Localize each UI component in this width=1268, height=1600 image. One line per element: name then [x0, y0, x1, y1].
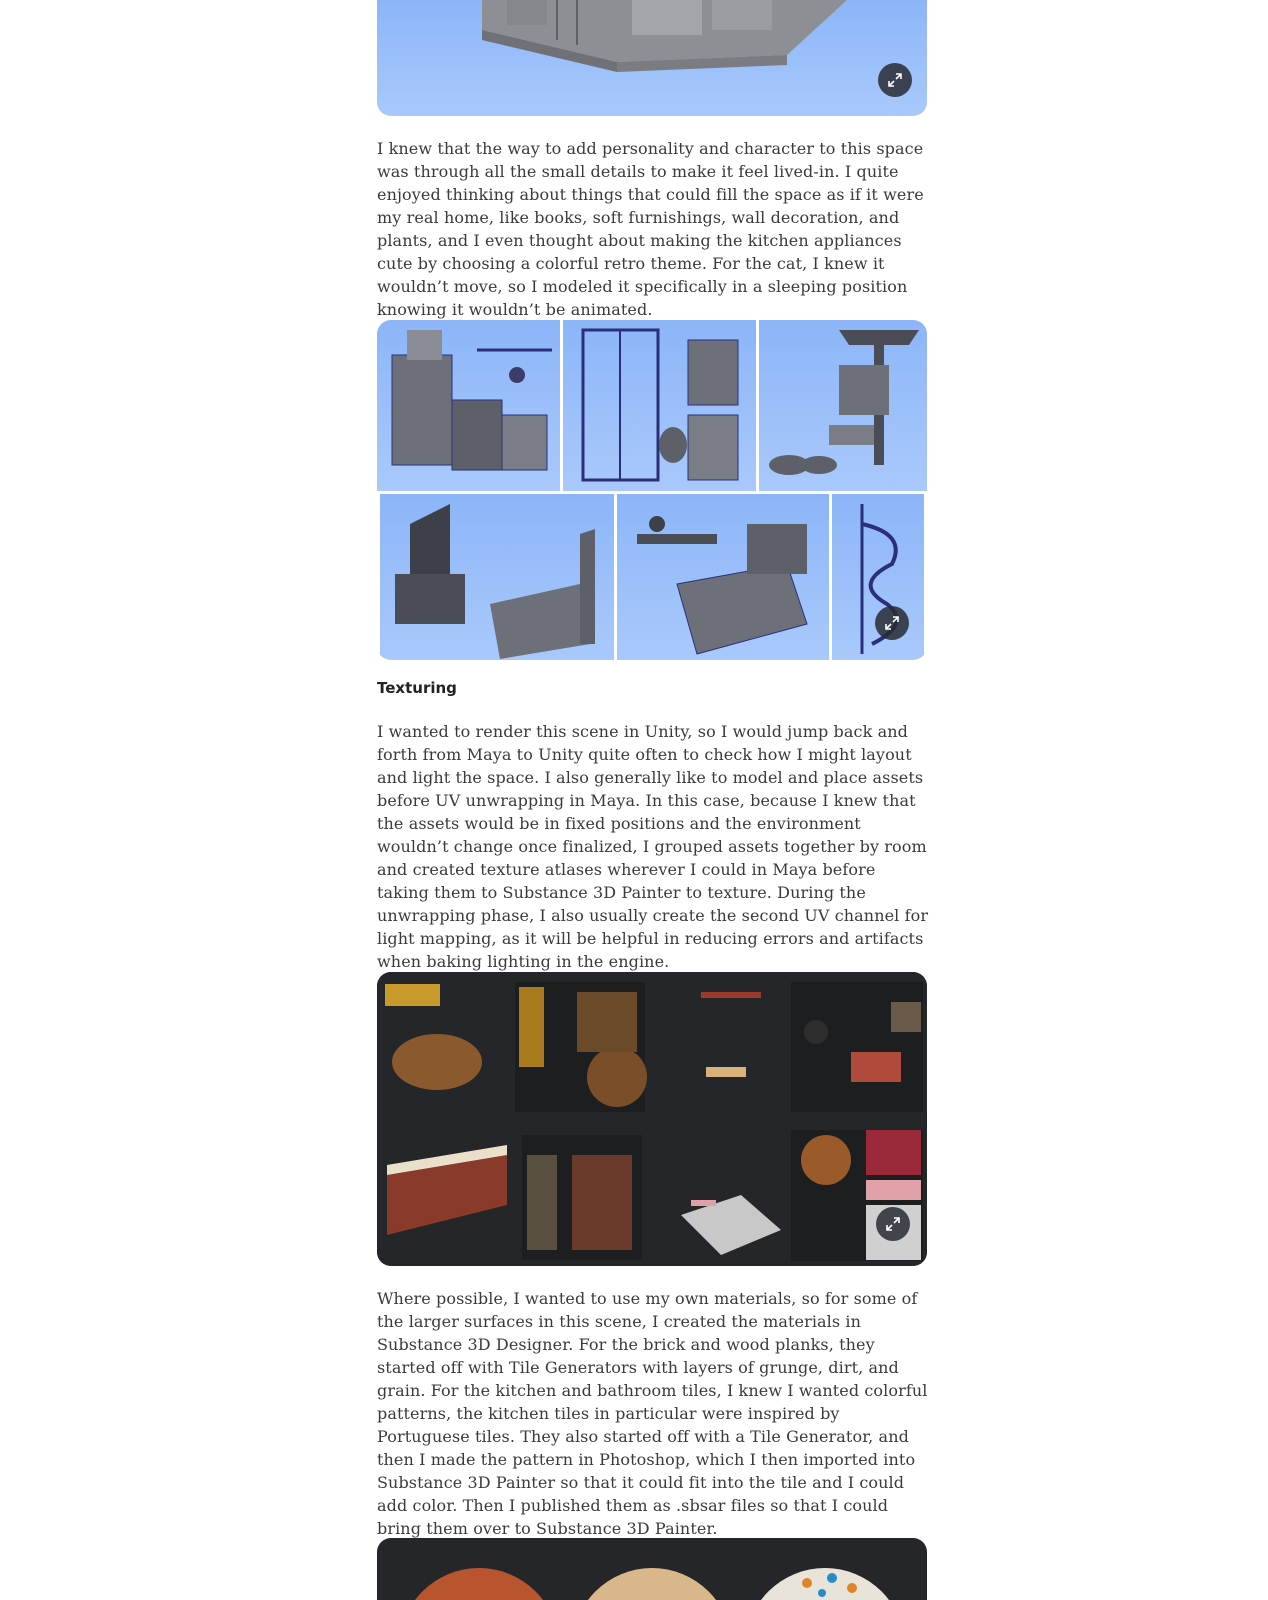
expand-icon: [884, 615, 900, 631]
atlas-tile-4: [651, 1125, 927, 1266]
atlas-tile-3: [377, 1125, 649, 1266]
expand-button[interactable]: [876, 1207, 910, 1241]
figure-room-model: [377, 0, 927, 116]
paragraph-materials: Where possible, I wanted to use my own materials, so for some of the larger surfaces in this scene, I created the materials in Substance 3D Designer. For the brick and wood planks, they started off with Tile Generators with layers of grunge, dirt, and grain. For the kitchen and bathroom tiles, I knew I wanted colorful patterns, the kitchen tiles in particular were inspired by Portuguese tiles. They also started off with a Tile Generator, and then I made the pattern in Photoshop, which I then imported into Substance 3D Painter so that it could fit into the tile and I could add color. Then I published them as .sbsar files so that I could bring them over to Substance 3D Painter.: [377, 1289, 928, 1538]
atlas-tile-1: [377, 972, 649, 1123]
living-room-model-tile: [380, 494, 614, 660]
bedroom-model-tile: [617, 494, 829, 660]
expand-button[interactable]: [878, 63, 912, 97]
expand-icon: [887, 72, 903, 88]
room-model-image: [377, 0, 927, 116]
bathroom-model-tile: [563, 320, 756, 491]
cat-tree-model-tile: [759, 320, 927, 491]
staircase-model-tile: [832, 494, 924, 660]
paragraph-unity-workflow: I wanted to render this scene in Unity, so I would jump back and forth from Maya to Unity quite often to check how I might layout and light the space. I also generally like to model and place assets before UV unwrapping in Maya. In this case, because I knew that the assets would be in fixed positions and the environment wouldn’t change once finalized, I grouped assets together by room and created texture atlases wherever I could in Maya before taking them to Substance 3D Painter to texture. During the unwrapping phase, I also usually create the second UV channel for light mapping, as it will be helpful in reducing errors and artifacts when baking lighting in the engine.: [377, 722, 929, 971]
figure-model-grid: [377, 320, 927, 660]
kitchen-model-tile: [377, 320, 560, 491]
figure-material-spheres: [377, 1538, 927, 1600]
expand-button[interactable]: [875, 606, 909, 640]
material-spheres-image: [377, 1538, 927, 1600]
paragraph-details: I knew that the way to add personality and character to this space was through all the small details to make it feel lived-in. I quite enjoyed thinking about things that could fill the space as if it were my real home, like books, soft furnishings, wall decoration, and plants, and I even thought about making the kitchen appliances cute by choosing a colorful retro theme. For the cat, I knew it wouldn’t move, so I modeled it specifically in a sleeping position knowing it wouldn’t be animated.: [377, 139, 924, 319]
atlas-tile-2: [651, 972, 927, 1123]
section-heading-texturing: Texturing: [377, 679, 457, 697]
expand-icon: [885, 1216, 901, 1232]
figure-texture-atlases: [377, 972, 927, 1266]
